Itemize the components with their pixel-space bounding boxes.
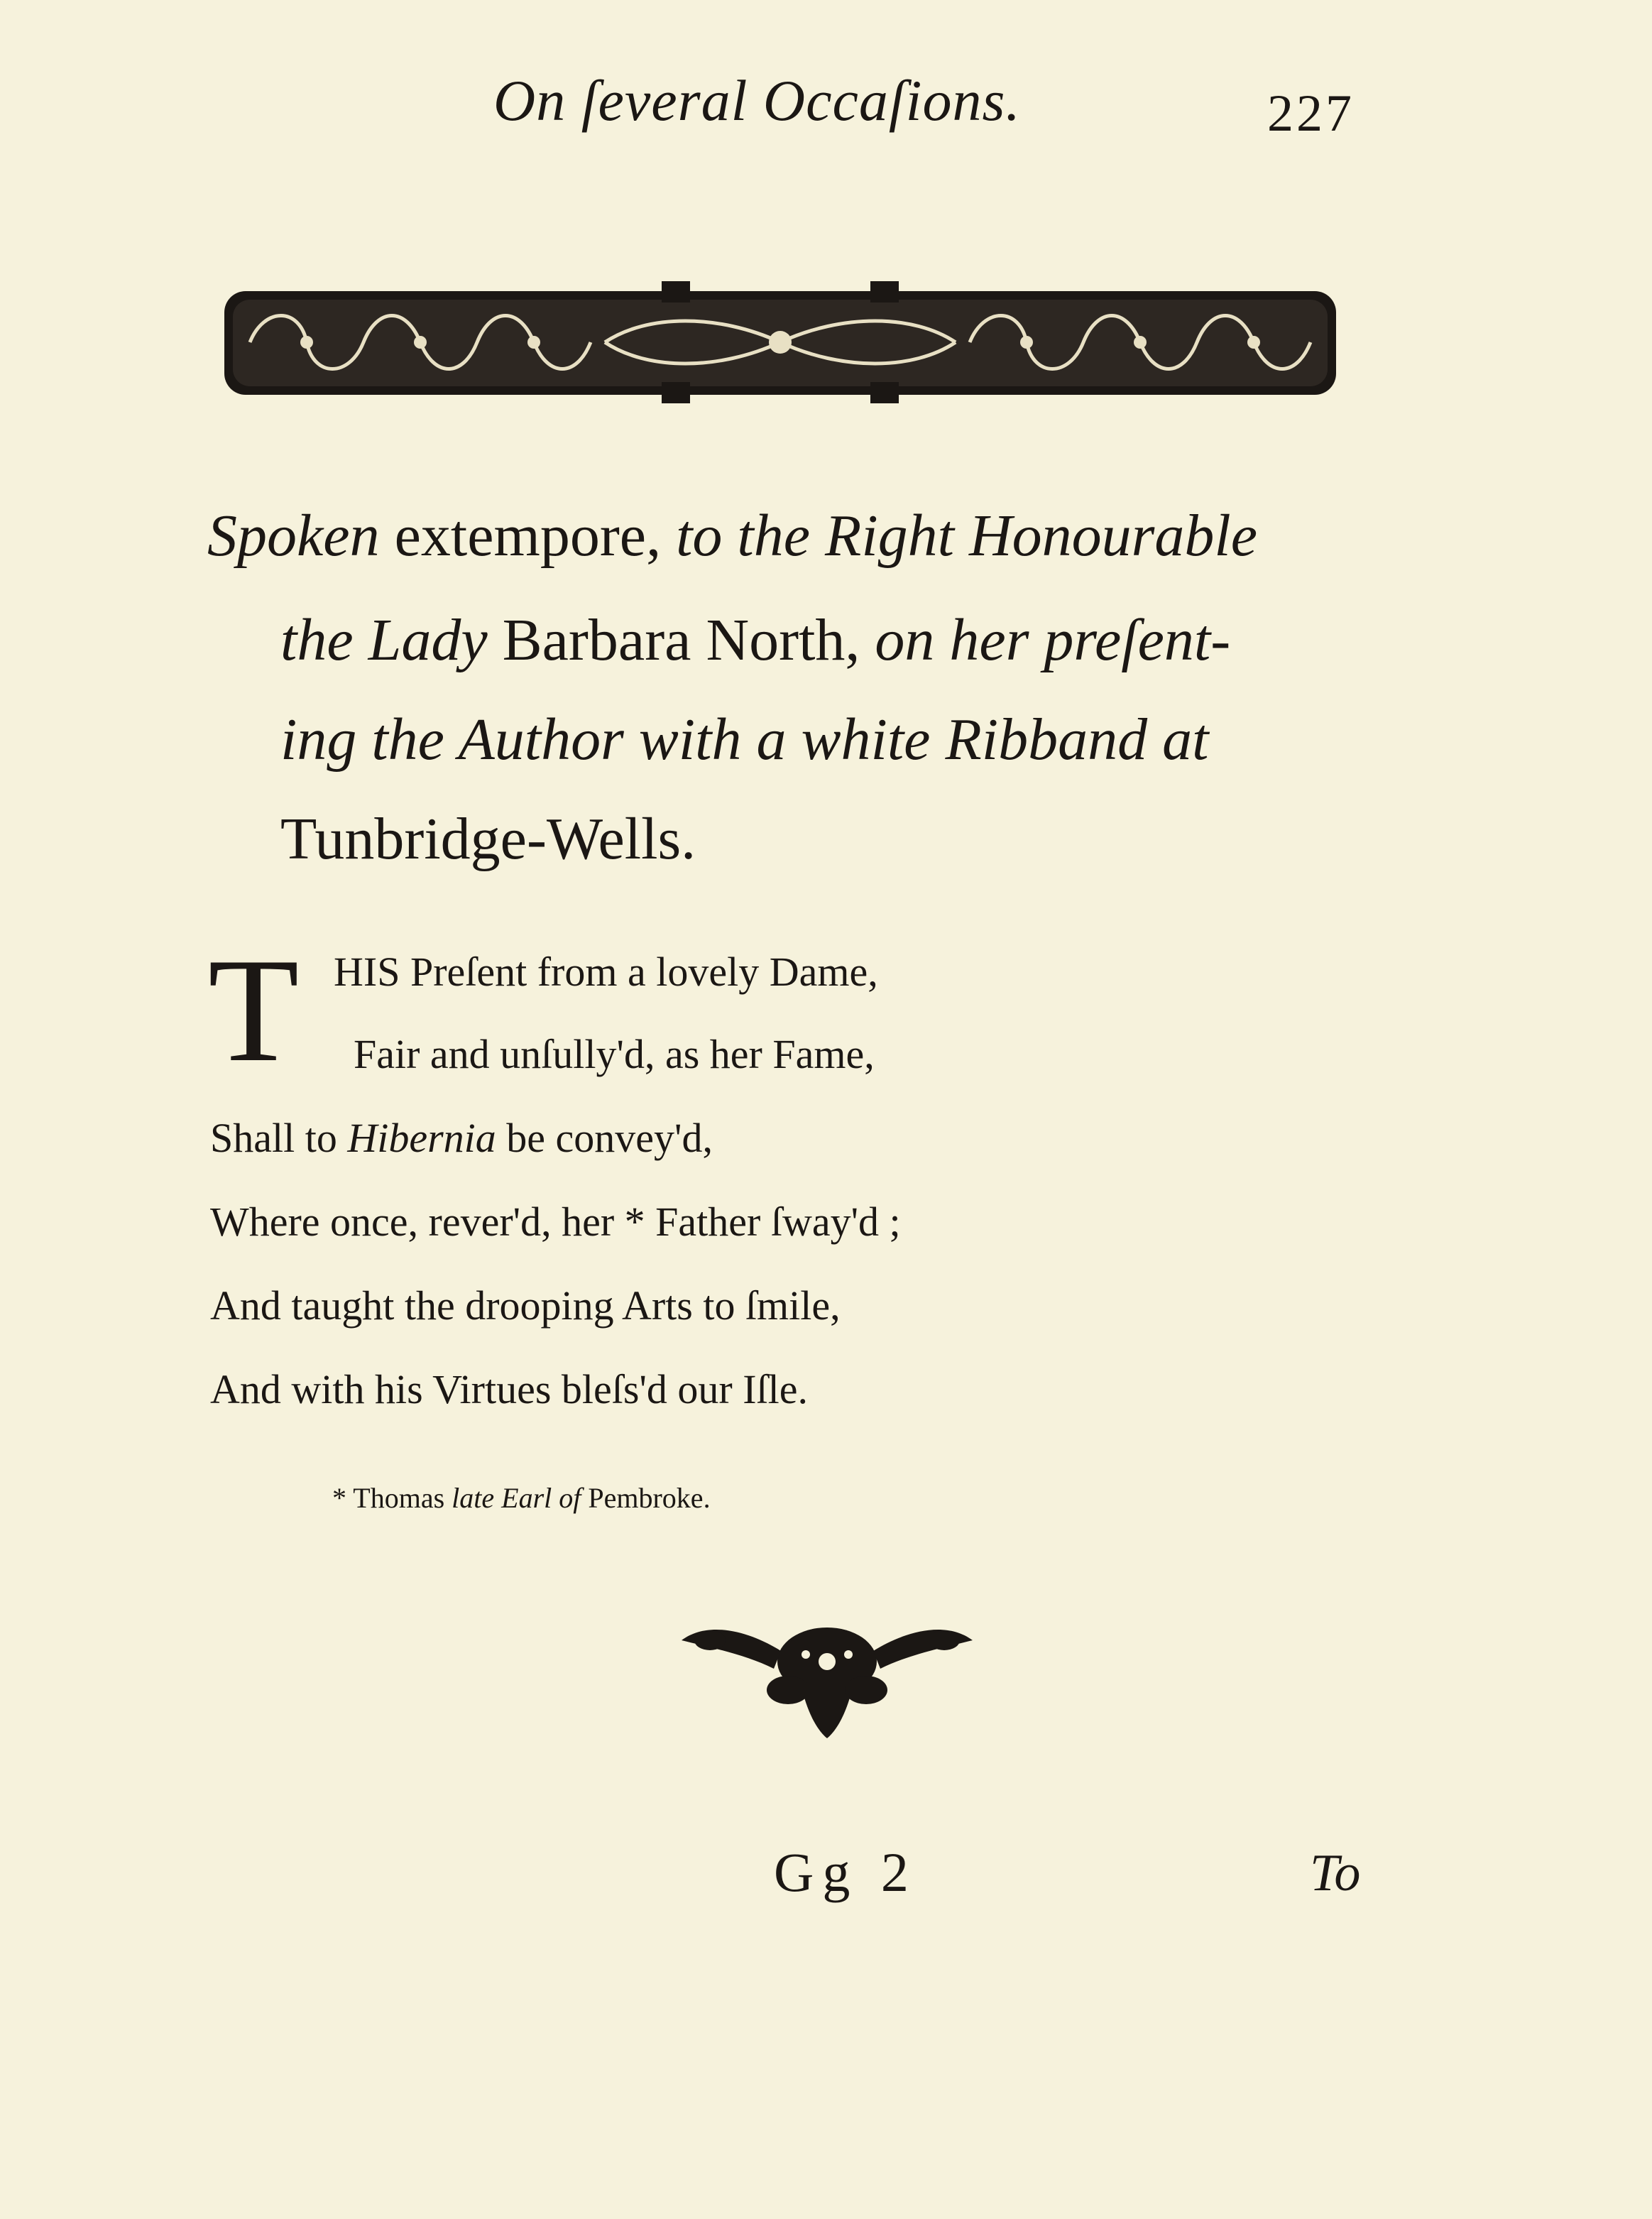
floral-tailpiece-icon (667, 1612, 987, 1740)
verse-line-6: And with his Virtues bleſs'd our Iſle. (210, 1366, 808, 1412)
drop-cap: T (208, 928, 300, 1093)
footnote: * Thomas late Earl of Pembroke. (332, 1482, 711, 1514)
verse-line-5: And taught the drooping Arts to ſmile, (210, 1282, 841, 1329)
title-line-1: Spoken extempore, to the Right Honourable (207, 503, 1257, 569)
verse-line-4: Where once, rever'd, her * Father ſway'd ; (210, 1199, 901, 1245)
title-line-4: Tunbridge-Wells. (280, 806, 696, 872)
title-line-3: ing the Author with a white Ribband at (280, 707, 1209, 773)
catchword: To (1310, 1844, 1361, 1902)
page-number: 227 (1267, 84, 1355, 143)
verse-line-2: Fair and unſully'd, as her Fame, (354, 1031, 875, 1077)
title-line-2: the Lady Barbara North, on her preſent- (280, 607, 1231, 673)
verse-line-3: Shall to Hibernia be convey'd, (210, 1115, 713, 1161)
ornamental-band-icon (221, 278, 1339, 406)
verse-line-1: HIS Preſent from a lovely Dame, (334, 949, 878, 995)
signature-mark: Gg 2 (774, 1841, 917, 1903)
running-head: On ſeveral Occaſions. (493, 68, 1021, 133)
